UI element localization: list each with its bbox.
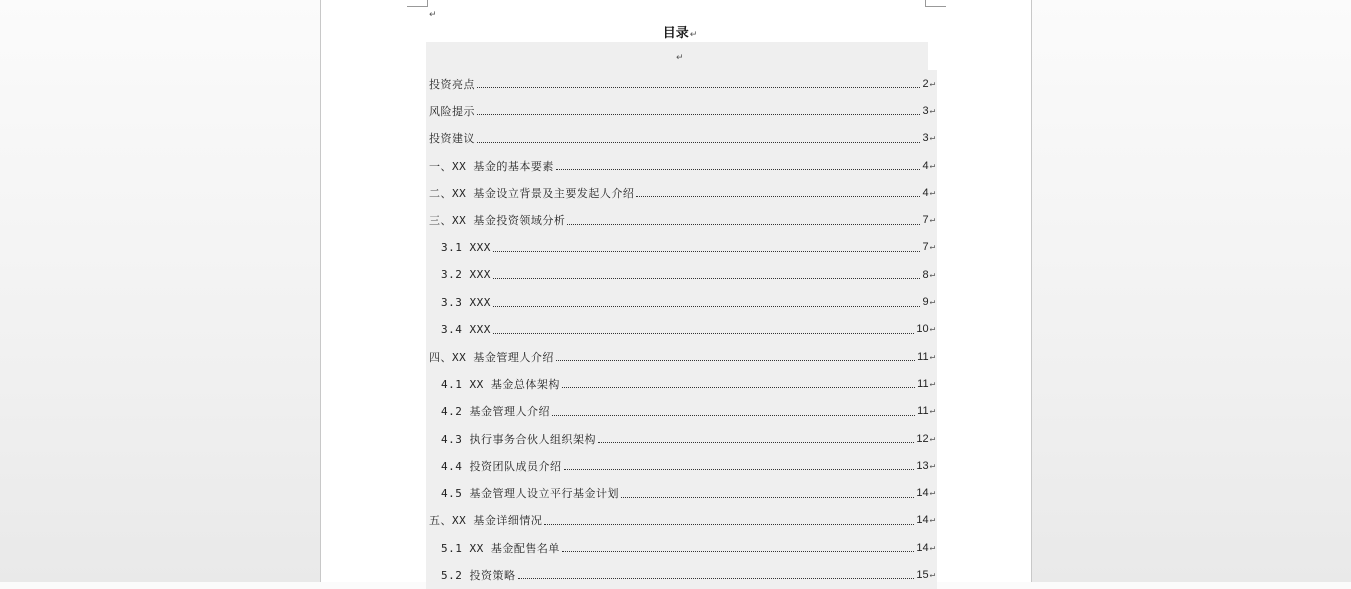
- paragraph-mark-icon: ↵: [929, 105, 935, 116]
- toc-dot-leader: [556, 169, 921, 170]
- paragraph-mark-icon: ↵: [929, 569, 935, 580]
- toc-entry-page: 3: [922, 132, 929, 145]
- toc-entry-label: 4.2 基金管理人介绍: [441, 405, 550, 419]
- toc-entry-label: 4.4 投资团队成员介绍: [441, 459, 562, 473]
- toc-entry[interactable]: [426, 370, 937, 397]
- toc-entry-label: 二、XX 基金设立背景及主要发起人介绍: [429, 186, 635, 200]
- paragraph-mark-icon: ↵: [689, 30, 698, 40]
- toc-entry-page: 14: [916, 514, 929, 527]
- paragraph-mark-icon: ↵: [929, 406, 935, 417]
- toc-entry[interactable]: [426, 343, 937, 370]
- toc-entry[interactable]: [426, 206, 937, 233]
- toc-entry-page: 14: [916, 541, 929, 554]
- toc-entry-label: 3.2 XXX: [441, 268, 491, 282]
- toc-entry[interactable]: [426, 452, 937, 479]
- toc-entry-label: 三、XX 基金投资领域分析: [429, 214, 566, 228]
- toc-dot-leader: [598, 442, 914, 443]
- paragraph-mark-icon: ↵: [929, 133, 935, 144]
- toc-entry-label: 5.2 投资策略: [441, 568, 516, 582]
- toc-entry-label: 投资亮点: [429, 77, 475, 91]
- toc-entry-label: 风险提示: [429, 104, 475, 118]
- toc-dot-leader: [544, 524, 914, 525]
- toc-entry-label: 5.1 XX 基金配售名单: [441, 541, 560, 555]
- toc-entry-page: 7: [922, 241, 929, 254]
- toc-entry-page: 15: [916, 568, 929, 581]
- toc-entry-page: 12: [916, 432, 929, 445]
- toc-dot-leader: [477, 87, 920, 88]
- toc-dot-leader: [636, 196, 920, 197]
- paragraph-mark-icon: ↵: [929, 160, 935, 171]
- paragraph-mark-icon: ↵: [929, 460, 935, 471]
- toc-entry-page: 2: [922, 77, 929, 90]
- paragraph-mark-icon: ↵: [929, 515, 935, 526]
- toc-entry[interactable]: [426, 398, 937, 425]
- paragraph-mark-icon: ↵: [929, 187, 935, 198]
- paragraph-mark-icon: ↵: [929, 542, 935, 553]
- toc-entry[interactable]: [426, 561, 937, 588]
- toc-entry-label: 3.1 XXX: [441, 240, 491, 254]
- toc-entry-label: 3.3 XXX: [441, 295, 491, 309]
- paragraph-mark-icon: ↵: [429, 10, 437, 20]
- paragraph-mark-icon: ↵: [929, 297, 935, 308]
- paragraph-mark-icon: ↵: [929, 269, 935, 280]
- toc-entry-page: 14: [916, 487, 929, 500]
- toc-entry-page: 10: [916, 323, 929, 336]
- toc-entry-page: 4: [922, 159, 929, 172]
- toc-dot-leader: [477, 114, 920, 115]
- toc-entry[interactable]: [426, 288, 937, 315]
- toc-entry-page: 4: [922, 186, 929, 199]
- toc-entry[interactable]: [426, 479, 937, 506]
- toc-dot-leader: [552, 415, 915, 416]
- crop-mark-top-left: [407, 0, 428, 7]
- toc-dot-leader: [562, 551, 914, 552]
- toc-entry[interactable]: [426, 125, 937, 152]
- toc-dot-leader: [567, 224, 920, 225]
- toc-entry-label: 4.1 XX 基金总体架构: [441, 377, 560, 391]
- toc-entry-label: 4.5 基金管理人设立平行基金计划: [441, 487, 619, 501]
- toc-dot-leader: [493, 278, 921, 279]
- paragraph-mark-icon: ↵: [929, 433, 935, 444]
- toc-dot-leader: [564, 469, 915, 470]
- toc-entry-page: 9: [922, 296, 929, 309]
- toc-dot-leader: [493, 306, 921, 307]
- toc-dot-leader: [493, 251, 921, 252]
- toc-dot-leader: [556, 360, 915, 361]
- toc-entry-page: 13: [916, 459, 929, 472]
- paragraph-mark-icon: ↵: [929, 351, 935, 362]
- toc-entry[interactable]: [426, 534, 937, 561]
- paragraph-mark-icon: ↵: [929, 324, 935, 335]
- toc-entry[interactable]: [426, 179, 937, 206]
- toc-dot-leader: [477, 142, 920, 143]
- toc-entry-label: 五、XX 基金详细情况: [429, 514, 543, 528]
- toc-entry-page: 7: [922, 214, 929, 227]
- toc-entry[interactable]: [426, 234, 937, 261]
- table-of-contents: [426, 70, 937, 589]
- toc-entry-page: 11: [917, 405, 929, 418]
- paragraph-mark-icon: ↵: [929, 488, 935, 499]
- toc-entry-label: 3.4 XXX: [441, 322, 491, 336]
- crop-mark-top-right: [925, 0, 946, 7]
- toc-entry[interactable]: [426, 70, 937, 97]
- toc-entry-label: 投资建议: [429, 132, 475, 146]
- toc-entry[interactable]: [426, 507, 937, 534]
- toc-entry-page: 8: [922, 268, 929, 281]
- paragraph-mark-icon: ↵: [929, 378, 935, 389]
- paragraph-mark-icon: ↵: [929, 215, 935, 226]
- paragraph-mark-icon: ↵: [929, 78, 935, 89]
- toc-entry[interactable]: [426, 152, 937, 179]
- toc-entry-label: 4.3 执行事务合伙人组织架构: [441, 432, 596, 446]
- toc-entry-page: 3: [922, 104, 929, 117]
- toc-entry[interactable]: [426, 261, 937, 288]
- toc-entry-label: 四、XX 基金管理人介绍: [429, 350, 554, 364]
- toc-entry-label: 一、XX 基金的基本要素: [429, 159, 554, 173]
- paragraph-mark-icon: ↵: [676, 53, 684, 63]
- toc-title-text: 目录: [662, 26, 689, 41]
- toc-dot-leader: [621, 497, 914, 498]
- toc-entry[interactable]: [426, 425, 937, 452]
- paragraph-mark-icon: ↵: [929, 242, 935, 253]
- toc-dot-leader: [493, 333, 914, 334]
- toc-entry[interactable]: [426, 97, 937, 124]
- toc-entry[interactable]: [426, 316, 937, 343]
- toc-entry-page: 11: [917, 377, 929, 390]
- toc-dot-leader: [562, 387, 915, 388]
- toc-dot-leader: [518, 578, 915, 579]
- document-page[interactable]: [320, 0, 1032, 582]
- toc-entry-page: 11: [917, 350, 929, 363]
